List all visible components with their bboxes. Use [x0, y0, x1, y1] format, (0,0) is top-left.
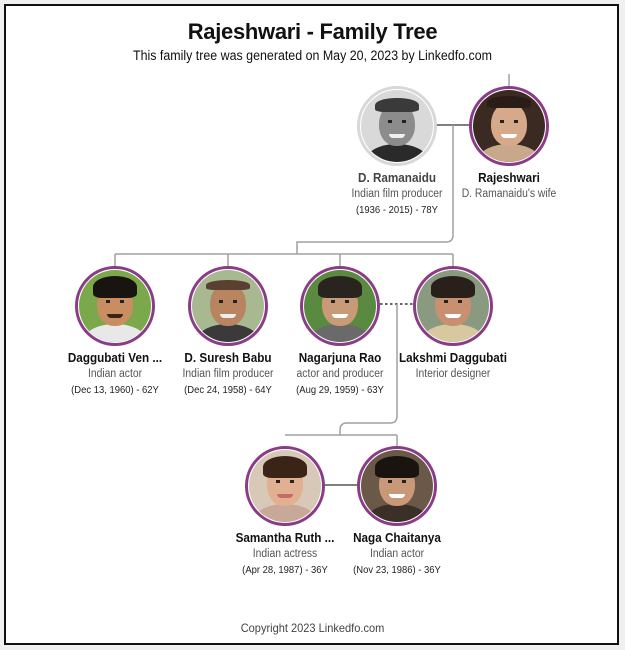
- avatar-naga-chaitanya[interactable]: [357, 446, 437, 526]
- person-dates: (Dec 24, 1958) - 64Y: [184, 384, 272, 396]
- person-name: Lakshmi Daggubati: [399, 350, 507, 365]
- person-name: Daggubati Ven ...: [67, 350, 163, 365]
- avatar-lakshmi[interactable]: [413, 266, 493, 346]
- portrait-photo: [249, 450, 321, 522]
- copyright-footer: Copyright 2023 Linkedfo.com: [240, 621, 385, 635]
- person-name: Rajeshwari: [478, 170, 540, 185]
- person-dates: (Dec 13, 1960) - 62Y: [71, 384, 159, 396]
- person-role: D. Ramanaidu's wife: [461, 188, 557, 200]
- person-role: actor and producer: [296, 368, 384, 380]
- avatar-nagarjuna[interactable]: [300, 266, 380, 346]
- person-role: Indian actor: [369, 548, 425, 560]
- person-name: D. Suresh Babu: [184, 350, 272, 365]
- person-role: Indian actor: [87, 368, 143, 380]
- person-name: Nagarjuna Rao: [298, 350, 382, 365]
- person-dates: (1936 - 2015) - 78Y: [356, 204, 438, 216]
- portrait-photo: [473, 90, 545, 162]
- portrait-photo: [79, 270, 151, 342]
- person-name: D. Ramanaidu: [357, 170, 437, 185]
- person-role: Indian film producer: [351, 188, 443, 200]
- avatar-ramanaidu[interactable]: [357, 86, 437, 166]
- avatar-venkatesh[interactable]: [75, 266, 155, 346]
- person-role: Indian actress: [252, 548, 318, 560]
- portrait-photo: [417, 270, 489, 342]
- page-title: Rajeshwari - Family Tree: [187, 19, 438, 44]
- person-dates: (Aug 29, 1959) - 63Y: [296, 384, 384, 396]
- portrait-photo: [361, 450, 433, 522]
- person-name: Samantha Ruth ...: [235, 530, 335, 545]
- person-name: Naga Chaitanya: [353, 530, 441, 545]
- person-role: Interior designer: [415, 368, 491, 380]
- person-dates: (Nov 23, 1986) - 36Y: [353, 564, 441, 576]
- page-subtitle: This family tree was generated on May 20, 2023 by Linkedfo.com: [132, 48, 493, 63]
- avatar-rajeshwari[interactable]: [469, 86, 549, 166]
- portrait-photo: [304, 270, 376, 342]
- portrait-photo: [192, 270, 264, 342]
- portrait-photo: [361, 90, 433, 162]
- avatar-suresh-babu[interactable]: [188, 266, 268, 346]
- person-role: Indian film producer: [182, 368, 274, 380]
- avatar-samantha[interactable]: [245, 446, 325, 526]
- person-dates: (Apr 28, 1987) - 36Y: [242, 564, 328, 576]
